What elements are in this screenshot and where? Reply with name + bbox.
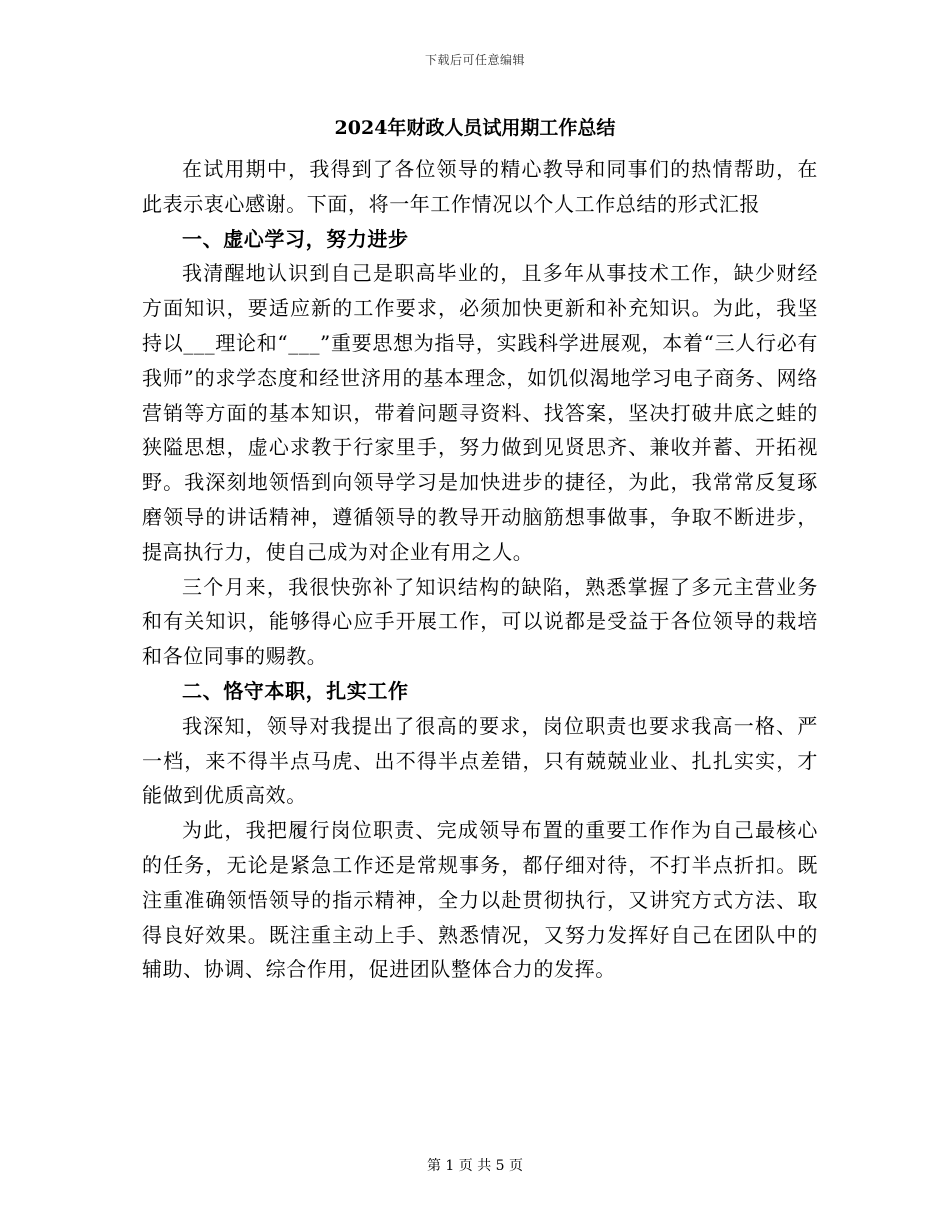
section2-paragraph-2: 为此，我把履行岗位职责、完成领导布置的重要工作作为自己最核心的任务，无论是紧急工作还是常规事务，都仔细对待，不打半点折扣。既注重准确领悟领导的指示精神，全力以赴贯彻执行，又讲究方式方法、取得良好效果。既注重主动上手、熟悉情况，又努力发挥好自己在团队中的辅助、协调、综合作用，促进团队整体合力的发挥。 (142, 818, 818, 982)
section1-paragraph-2: 三个月来，我很快弥补了知识结构的缺陷，熟悉掌握了多元主营业务和有关知识，能够得心应手开展工作，可以说都是受益于各位领导的栽培和各位同事的赐教。 (142, 574, 818, 669)
section-heading-1: 一、虚心学习，努力进步 (182, 226, 409, 251)
document-body (142, 152, 818, 987)
document-title: 2024年财政人员试用期工作总结 (334, 117, 616, 139)
section1-paragraph-1: 我清醒地认识到自己是职高毕业的，且多年从事技术工作，缺少财经方面知识，要适应新的工作要求，必须加快更新和补充知识。为此，我坚持以___理论和“___”重要思想为指导，实践科学进展观，本着“三人行必有我师”的求学态度和经世济用的基本理念，如饥似渴地学习电子商务、网络营销等方面的基本知识，带着问题寻资料、找答案，坚决打破井底之蛙的狭隘思想，虚心求教于行家里手，努力做到见贤思齐、兼收并蓄、开拓视野。我深刻地领悟到向领导学习是加快进步的捷径，为此，我常常反复琢磨领导的讲话精神，遵循领导的教导开动脑筋想事做事，争取不断进步，提高执行力，使自己成为对企业有用之人。 (142, 261, 818, 564)
section2-paragraph-1: 我深知，领导对我提出了很高的要求，岗位职责也要求我高一格、严一档，来不得半点马虎、出不得半点差错，只有兢兢业业、扎扎实实，才能做到优质高效。 (142, 713, 818, 808)
page-number: 第 1 页 共 5 页 (426, 1158, 524, 1174)
page-header-note: 下载后可任意编辑 (424, 53, 525, 67)
section-heading-2: 二、恪守本职，扎实工作 (182, 678, 409, 703)
intro-paragraph: 在试用期中，我得到了各位领导的精心教导和同事们的热情帮助，在此表示衷心感谢。下面，将一年工作情况以个人工作总结的形式汇报 (142, 157, 818, 216)
